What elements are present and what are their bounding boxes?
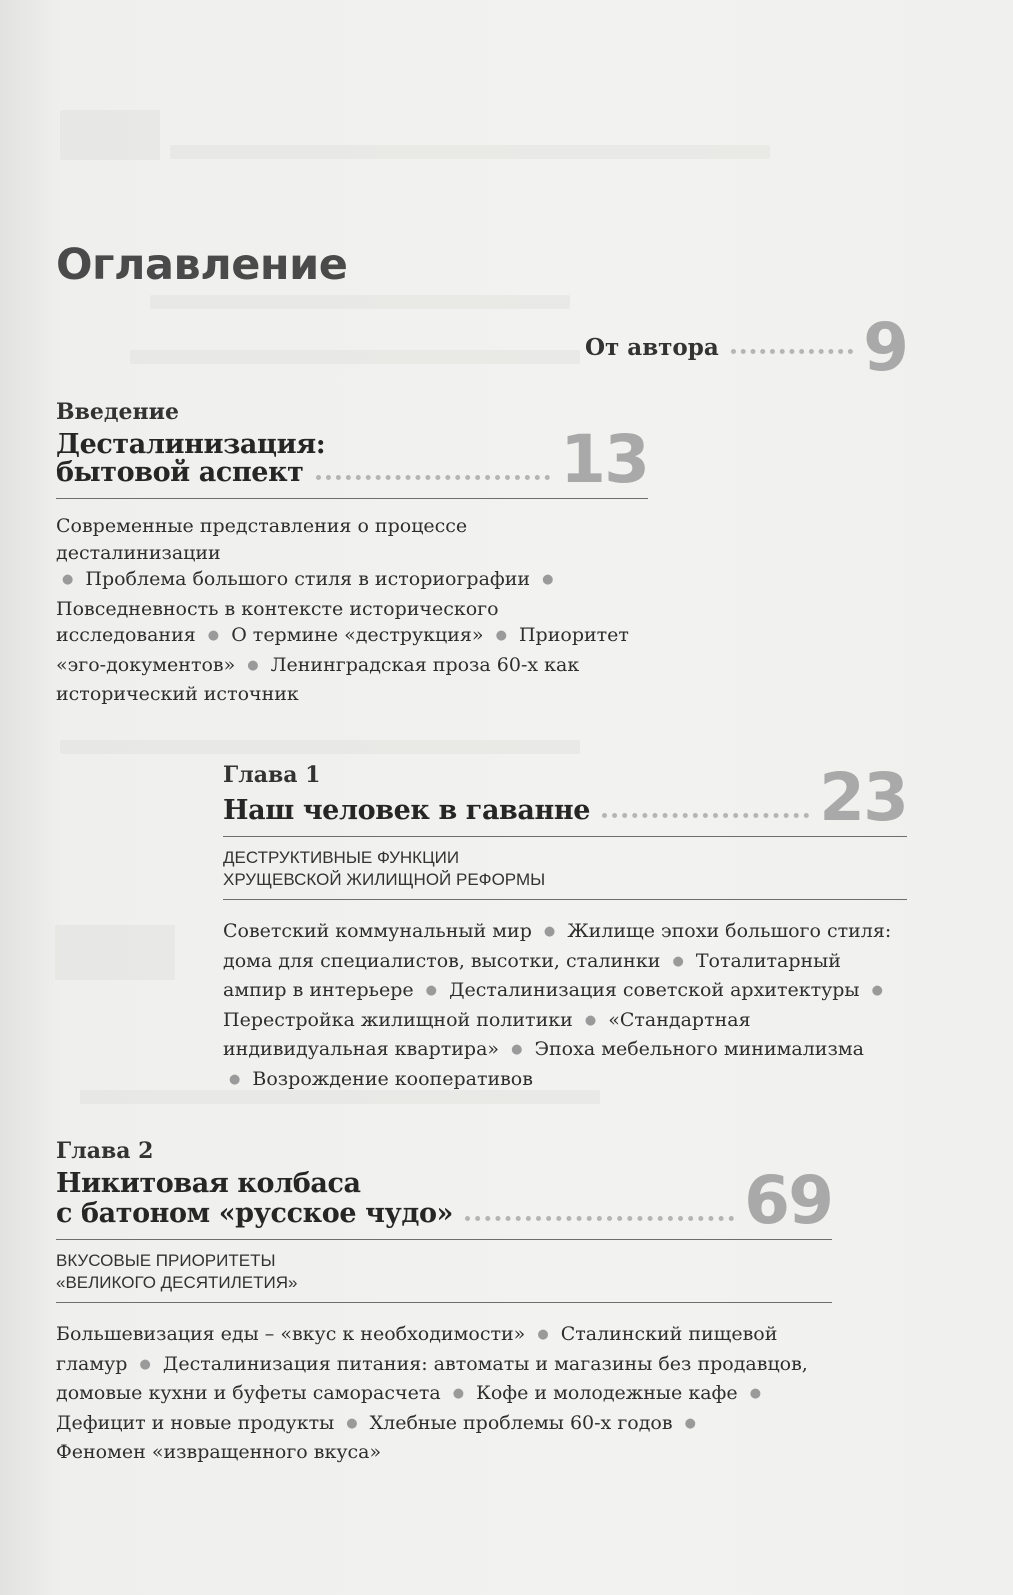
topic: О термине «деструкция» [231, 624, 484, 646]
entry-title: От автора [585, 334, 719, 361]
page-number: 23 [819, 759, 907, 836]
leader-dots [316, 475, 551, 480]
divider [56, 498, 648, 499]
topic: Десталинизация советской архитектуры [449, 979, 860, 1001]
entry-title: бытовой аспект [56, 457, 304, 488]
bullet-icon: ● [229, 1071, 241, 1087]
leader-dots [731, 349, 853, 354]
divider [223, 899, 907, 900]
bleed-through-mark [150, 295, 570, 309]
topics-list [56, 513, 636, 708]
divider [223, 836, 907, 837]
topic: Десталинизация питания: автоматы и магазины без продавцов, домовые кухни и буфеты саморасчета [56, 1352, 808, 1404]
chapter-subtitle [56, 1250, 832, 1294]
bullet-icon: ● [871, 983, 883, 998]
bullet-icon: ● [139, 1356, 151, 1372]
toc-entry-intro[interactable] [56, 397, 648, 708]
topic: Современные представления о процессе десталинизации [56, 515, 468, 564]
toc-entry-author[interactable] [585, 309, 907, 386]
toc-entry-chapter-2[interactable] [56, 1136, 832, 1466]
subtitle-line: ДЕСТРУКТИВНЫЕ ФУНКЦИИ [223, 848, 460, 867]
page-number: 13 [560, 421, 648, 498]
bleed-through-mark [60, 110, 160, 160]
topic: Сталинский пищевой гламур [56, 1323, 778, 1375]
leader-dots [602, 813, 809, 818]
bullet-icon: ● [495, 628, 507, 643]
bullet-icon: ● [511, 1042, 523, 1057]
entry-title: Наш человек в гаванне [223, 795, 591, 826]
topics-list [56, 1321, 826, 1466]
topic: Жилище эпохи большого стиля: дома для специалистов, высотки, сталинки [223, 920, 892, 972]
bullet-icon: ● [537, 1327, 549, 1342]
topic: Перестройка жилищной политики [223, 1008, 573, 1031]
entry-label: Глава 1 [223, 762, 321, 788]
topic: Эпоха мебельного минимализма [534, 1038, 864, 1060]
topic: Приоритет «эго-документов» [56, 624, 629, 676]
bleed-through-mark [55, 925, 175, 980]
topic: Феномен «извращенного вкуса» [56, 1441, 382, 1463]
bullet-icon: ● [62, 572, 74, 587]
subtitle-line: ВКУСОВЫЕ ПРИОРИТЕТЫ [56, 1251, 276, 1270]
bullet-icon: ● [684, 1415, 696, 1431]
divider [56, 1302, 832, 1303]
topic: Большевизация еды – «вкус к необходимости» [56, 1323, 526, 1345]
topic: Ленинградская проза 60-х как исторический источник [56, 653, 580, 705]
bleed-through-mark [60, 740, 580, 754]
bullet-icon: ● [672, 953, 684, 969]
topic: Повседневность в контексте исторического исследования [56, 597, 499, 646]
bullet-icon: ● [749, 1386, 762, 1401]
toc-entry-chapter-1[interactable] [223, 760, 907, 1095]
topic: Хлебные проблемы 60-х годов [369, 1411, 673, 1434]
entry-title: Никитовая колбаса [56, 1168, 361, 1199]
topic: «Стандартная индивидуальная квартира» [223, 1008, 751, 1060]
topic: Дефицит и новые продукты [56, 1411, 335, 1434]
topics-list [223, 918, 893, 1095]
bleed-through-mark [130, 350, 580, 364]
entry-label: Введение [56, 399, 179, 425]
topic: Тоталитарный ампир в интерьере [223, 949, 841, 1001]
topic: Возрождение кооперативов [252, 1067, 533, 1090]
bullet-icon: ● [542, 572, 554, 587]
toc-title: Оглавление [56, 240, 348, 290]
bullet-icon: ● [346, 1415, 358, 1431]
chapter-subtitle [223, 847, 907, 891]
bullet-icon: ● [452, 1386, 465, 1401]
leader-dots [465, 1216, 734, 1221]
entry-label: Глава 2 [56, 1138, 154, 1164]
entry-title: Десталинизация: [56, 429, 326, 460]
topic: Проблема большого стиля в историографии [85, 568, 531, 590]
bullet-icon: ● [543, 924, 556, 939]
page-number: 9 [863, 309, 907, 386]
bullet-icon: ● [584, 1012, 597, 1028]
bullet-icon: ● [425, 983, 438, 998]
divider [56, 1239, 832, 1240]
bullet-icon: ● [207, 628, 220, 643]
topic: Советский коммунальный мир [223, 920, 532, 942]
bleed-through-mark [170, 145, 770, 159]
bullet-icon: ● [247, 657, 259, 673]
subtitle-line: ХРУЩЕВСКОЙ ЖИЛИЩНОЙ РЕФОРМЫ [223, 870, 546, 889]
page-number: 69 [744, 1162, 832, 1239]
topic: Кофе и молодежные кафе [476, 1382, 738, 1404]
subtitle-line: «ВЕЛИКОГО ДЕСЯТИЛЕТИЯ» [56, 1273, 298, 1292]
entry-title: с батоном «русское чудо» [56, 1198, 454, 1229]
